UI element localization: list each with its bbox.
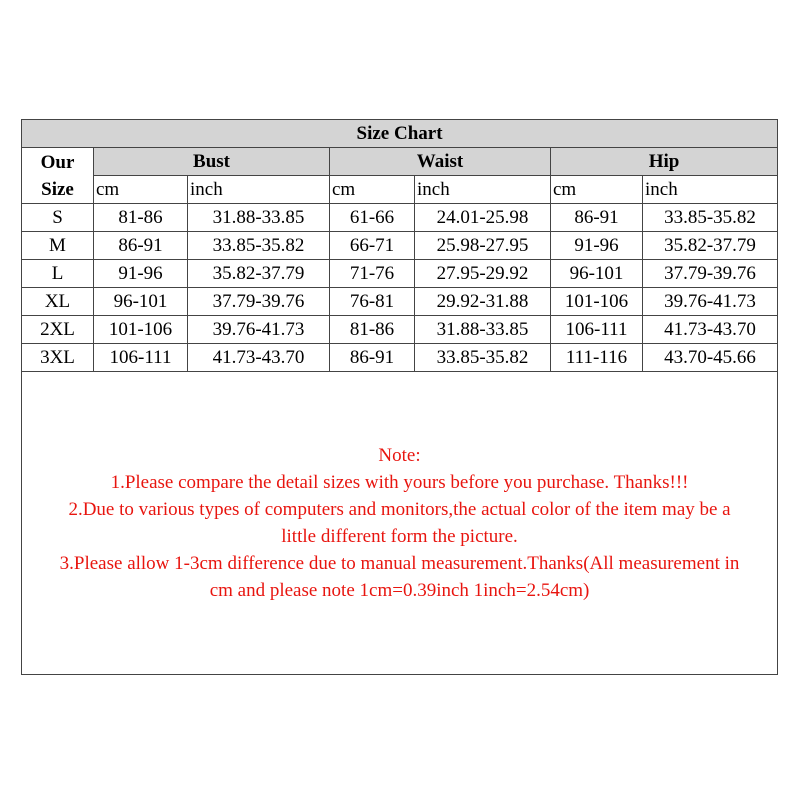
waist-inch-cell: 25.98-27.95 [415,232,551,260]
waist-header: Waist [330,148,551,176]
table-row [22,260,778,288]
bust-inch-cell: 39.76-41.73 [188,316,330,344]
bust-cm-cell: 106-111 [94,344,188,372]
hip-inch-cell: 33.85-35.82 [643,204,778,232]
bust-header: Bust [94,148,330,176]
note-line-3a: 3.Please allow 1-3cm difference due to manual measurement.Thanks(All measurement in [59,553,740,574]
size-label: L [22,260,94,288]
hip-inch-cell: 39.76-41.73 [643,288,778,316]
bust-cm-cell: 91-96 [94,260,188,288]
hip-cm-cell: 106-111 [551,316,643,344]
table-row [22,204,778,232]
hip-header: Hip [551,148,778,176]
waist-cm-unit: cm [330,176,415,204]
waist-cm-cell: 86-91 [330,344,415,372]
table-row [22,232,778,260]
size-label: 3XL [22,344,94,372]
hip-inch-cell: 37.79-39.76 [643,260,778,288]
hip-inch-cell: 43.70-45.66 [643,344,778,372]
size-rows [22,204,778,675]
waist-cm-cell: 66-71 [330,232,415,260]
waist-cm-cell: 76-81 [330,288,415,316]
size-label: S [22,204,94,232]
bust-cm-cell: 96-101 [94,288,188,316]
note-box [22,372,778,675]
hip-cm-unit: cm [551,176,643,204]
table-title: Size Chart [22,120,778,148]
our-size-header [22,148,94,204]
note-line-2b: little different form the picture. [281,526,518,547]
our-size-label-line2: Size [41,178,74,200]
bust-cm-cell: 101-106 [94,316,188,344]
hip-inch-cell: 35.82-37.79 [643,232,778,260]
hip-cm-cell: 86-91 [551,204,643,232]
hip-inch-unit: inch [643,176,778,204]
bust-inch-cell: 33.85-35.82 [188,232,330,260]
size-label: 2XL [22,316,94,344]
bust-inch-unit: inch [188,176,330,204]
table-row [22,344,778,372]
waist-inch-cell: 31.88-33.85 [415,316,551,344]
bust-inch-cell: 35.82-37.79 [188,260,330,288]
hip-cm-cell: 96-101 [551,260,643,288]
hip-inch-cell: 41.73-43.70 [643,316,778,344]
bust-cm-cell: 81-86 [94,204,188,232]
note-heading: Note: [378,445,421,466]
note-line-2a: 2.Due to various types of computers and monitors,the actual color of the item may be a [68,499,731,520]
waist-inch-cell: 29.92-31.88 [415,288,551,316]
table-row [22,316,778,344]
note-line-3b: cm and please note 1cm=0.39inch 1inch=2.54cm) [209,580,590,601]
bust-inch-cell: 31.88-33.85 [188,204,330,232]
bust-inch-cell: 41.73-43.70 [188,344,330,372]
bust-inch-cell: 37.79-39.76 [188,288,330,316]
our-size-label-line1: Our [40,151,75,173]
note-line-1: 1.Please compare the detail sizes with yours before you purchase. Thanks!!! [110,472,689,493]
bust-cm-unit: cm [94,176,188,204]
table-row [22,288,778,316]
waist-inch-unit: inch [415,176,551,204]
waist-inch-cell: 27.95-29.92 [415,260,551,288]
waist-inch-cell: 24.01-25.98 [415,204,551,232]
waist-cm-cell: 61-66 [330,204,415,232]
waist-cm-cell: 71-76 [330,260,415,288]
hip-cm-cell: 91-96 [551,232,643,260]
size-label: M [22,232,94,260]
waist-cm-cell: 81-86 [330,316,415,344]
hip-cm-cell: 101-106 [551,288,643,316]
size-label: XL [22,288,94,316]
size-chart-table [21,119,778,675]
waist-inch-cell: 33.85-35.82 [415,344,551,372]
hip-cm-cell: 111-116 [551,344,643,372]
bust-cm-cell: 86-91 [94,232,188,260]
